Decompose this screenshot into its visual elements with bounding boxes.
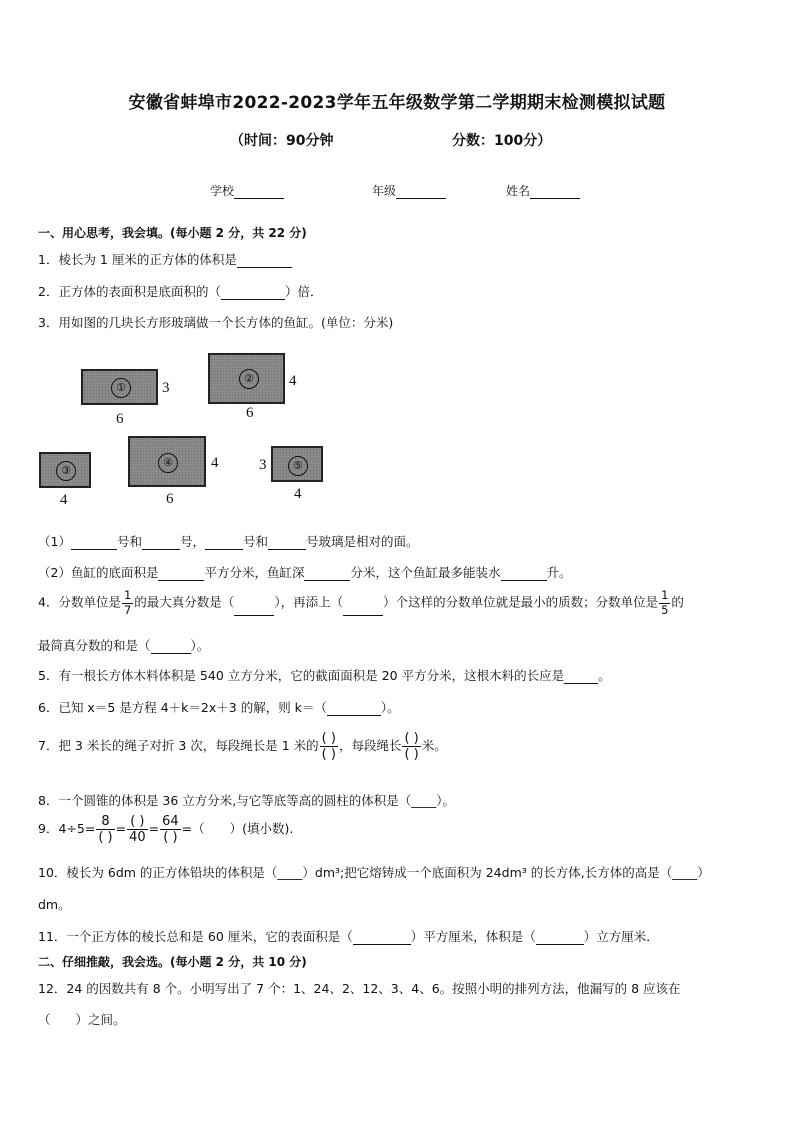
question-1: 1．棱长为 1 厘米的正方体的体积是 bbox=[38, 250, 292, 268]
q9-fraction-2[interactable]: $\frac{( )}{40}$ bbox=[129, 814, 146, 845]
question-9: 9．4÷5= $\frac{8}{( )}$ = $\frac{( )}{40}$ = $\frac{64}{( )}$ =（ ）(填小数). bbox=[38, 814, 294, 845]
q3-1-blank-2[interactable] bbox=[142, 549, 180, 550]
q3-1-blank-3[interactable] bbox=[205, 549, 243, 550]
piece-1-height: 3 bbox=[162, 380, 170, 396]
grade-blank[interactable] bbox=[396, 198, 446, 199]
q2-blank[interactable] bbox=[221, 299, 285, 300]
q11-blank-1[interactable] bbox=[353, 944, 411, 945]
question-5: 5．有一根长方体木料体积是 540 立方分米，它的截面面积是 20 平方分米，这根木料的长应是 。 bbox=[38, 668, 611, 683]
q4-blank-1[interactable] bbox=[234, 615, 274, 616]
piece-2-height: 4 bbox=[289, 373, 297, 389]
piece-1-width: 6 bbox=[116, 411, 124, 427]
name-label: 姓名 bbox=[506, 184, 531, 198]
piece-label-2: ② bbox=[239, 369, 259, 389]
q1-blank[interactable] bbox=[237, 267, 292, 268]
q5-blank[interactable] bbox=[564, 683, 598, 684]
school-label: 学校 bbox=[210, 184, 235, 198]
question-12: 12．24 的因数共有 8 个。小明写出了 7 个：1、24、2、12、3、4、6。按照小明的排列方法，他漏写的 8 应该在 bbox=[38, 981, 681, 996]
q11-blank-2[interactable] bbox=[536, 944, 584, 945]
fraction-one-fifth: $\frac{1}{5}$ bbox=[661, 588, 669, 617]
question-11: 11．一个正方体的棱长总和是 60 厘米，它的表面积是（ ）平方厘米，体积是（ ）立方厘米． bbox=[38, 929, 659, 944]
fraction-one-seventh: $\frac{1}{7}$ bbox=[123, 588, 132, 617]
q3-2-blank-2[interactable] bbox=[304, 580, 350, 581]
grade-field bbox=[372, 182, 446, 199]
q6-blank[interactable] bbox=[327, 715, 381, 716]
question-3-part-2: （2）鱼缸的底面积是 平方分米，鱼缸深 分米，这个鱼缸最多能装水 升。 bbox=[38, 565, 572, 580]
exam-title: 安徽省蚌埠市2022-2023学年五年级数学第二学期期末检测模拟试题 bbox=[128, 93, 666, 113]
question-10-line-2: dm。 bbox=[38, 897, 71, 912]
question-8: 8．一个圆锥的体积是 36 立方分米,与它等底等高的圆柱的体积是（____）。 bbox=[38, 793, 456, 808]
piece-3-width: 4 bbox=[60, 492, 68, 508]
exam-score: 分数：100分） bbox=[452, 133, 552, 149]
name-field bbox=[506, 182, 580, 199]
school-blank[interactable] bbox=[234, 198, 284, 199]
glass-piece-3 bbox=[39, 452, 91, 488]
q7-fraction-1[interactable]: $\frac{( )}{( )}$ bbox=[321, 731, 336, 762]
piece-label-3: ③ bbox=[56, 461, 76, 481]
piece-label-1: ① bbox=[111, 378, 131, 398]
piece-4-width: 6 bbox=[166, 491, 174, 507]
q9-fraction-1[interactable]: $\frac{8}{( )}$ bbox=[98, 814, 113, 845]
piece-label-4: ④ bbox=[158, 453, 178, 473]
school-field bbox=[210, 182, 284, 199]
question-4-line-2: 最简真分数的和是（ ）。 bbox=[38, 638, 210, 653]
section-1-heading: 一、用心思考，我会填。(每小题 2 分，共 22 分) bbox=[38, 226, 307, 240]
q3-1-blank-1[interactable] bbox=[71, 549, 117, 550]
question-2: 2．正方体的表面积是底面积的（ ）倍． bbox=[38, 284, 323, 299]
question-3: 3．用如图的几块长方形玻璃做一个长方体的鱼缸。(单位：分米) bbox=[38, 315, 394, 330]
q7-fraction-2[interactable]: $\frac{( )}{( )}$ bbox=[404, 731, 419, 762]
glass-piece-1 bbox=[81, 369, 158, 405]
q3-1-blank-4[interactable] bbox=[268, 549, 306, 550]
piece-5-height: 3 bbox=[259, 457, 267, 473]
q3-2-blank-3[interactable] bbox=[501, 580, 547, 581]
section-2-heading: 二、仔细推敲，我会选。(每小题 2 分，共 10 分) bbox=[38, 955, 307, 969]
question-12-line-2: （ ）之间。 bbox=[38, 1012, 126, 1027]
q4-blank-3[interactable] bbox=[151, 653, 191, 654]
grade-label: 年级 bbox=[372, 184, 397, 198]
q9-fraction-3[interactable]: $\frac{64}{( )}$ bbox=[162, 814, 179, 845]
glass-piece-2 bbox=[208, 353, 285, 404]
question-7: 7．把 3 米长的绳子对折 3 次，每段绳长是 1 米的 $\frac{( )}{( )}$ ，每段绳长 $\frac{( )}{( )}$ 米。 bbox=[38, 731, 447, 762]
piece-label-5: ⑤ bbox=[288, 456, 308, 476]
question-6: 6．已知 x＝5 是方程 4＋k＝2x＋3 的解，则 k＝（ ）。 bbox=[38, 700, 400, 715]
question-3-part-1: （1） 号和 号， 号和 号玻璃是相对的面。 bbox=[38, 534, 419, 549]
glass-piece-5 bbox=[271, 446, 323, 482]
piece-5-width: 4 bbox=[294, 486, 302, 502]
piece-4-height: 4 bbox=[211, 455, 219, 471]
q4-blank-2[interactable] bbox=[343, 615, 383, 616]
piece-2-width: 6 bbox=[246, 405, 254, 421]
q3-2-blank-1[interactable] bbox=[158, 580, 204, 581]
question-4: 4．分数单位是 $\frac{1}{7}$ 的最大真分数是（ ），再添上（ ）个这样的分数单位就是最小的质数；分数单位是 $\frac{1}{5}$ 的 bbox=[38, 588, 684, 617]
glass-piece-4 bbox=[128, 436, 206, 487]
name-blank[interactable] bbox=[530, 198, 580, 199]
question-10: 10．棱长为 6dm 的正方体铅块的体积是（____）dm³;把它熔铸成一个底面积为 24dm³ 的长方体,长方体的高是（____） bbox=[38, 865, 710, 880]
exam-time: （时间：90分钟 bbox=[230, 133, 334, 149]
